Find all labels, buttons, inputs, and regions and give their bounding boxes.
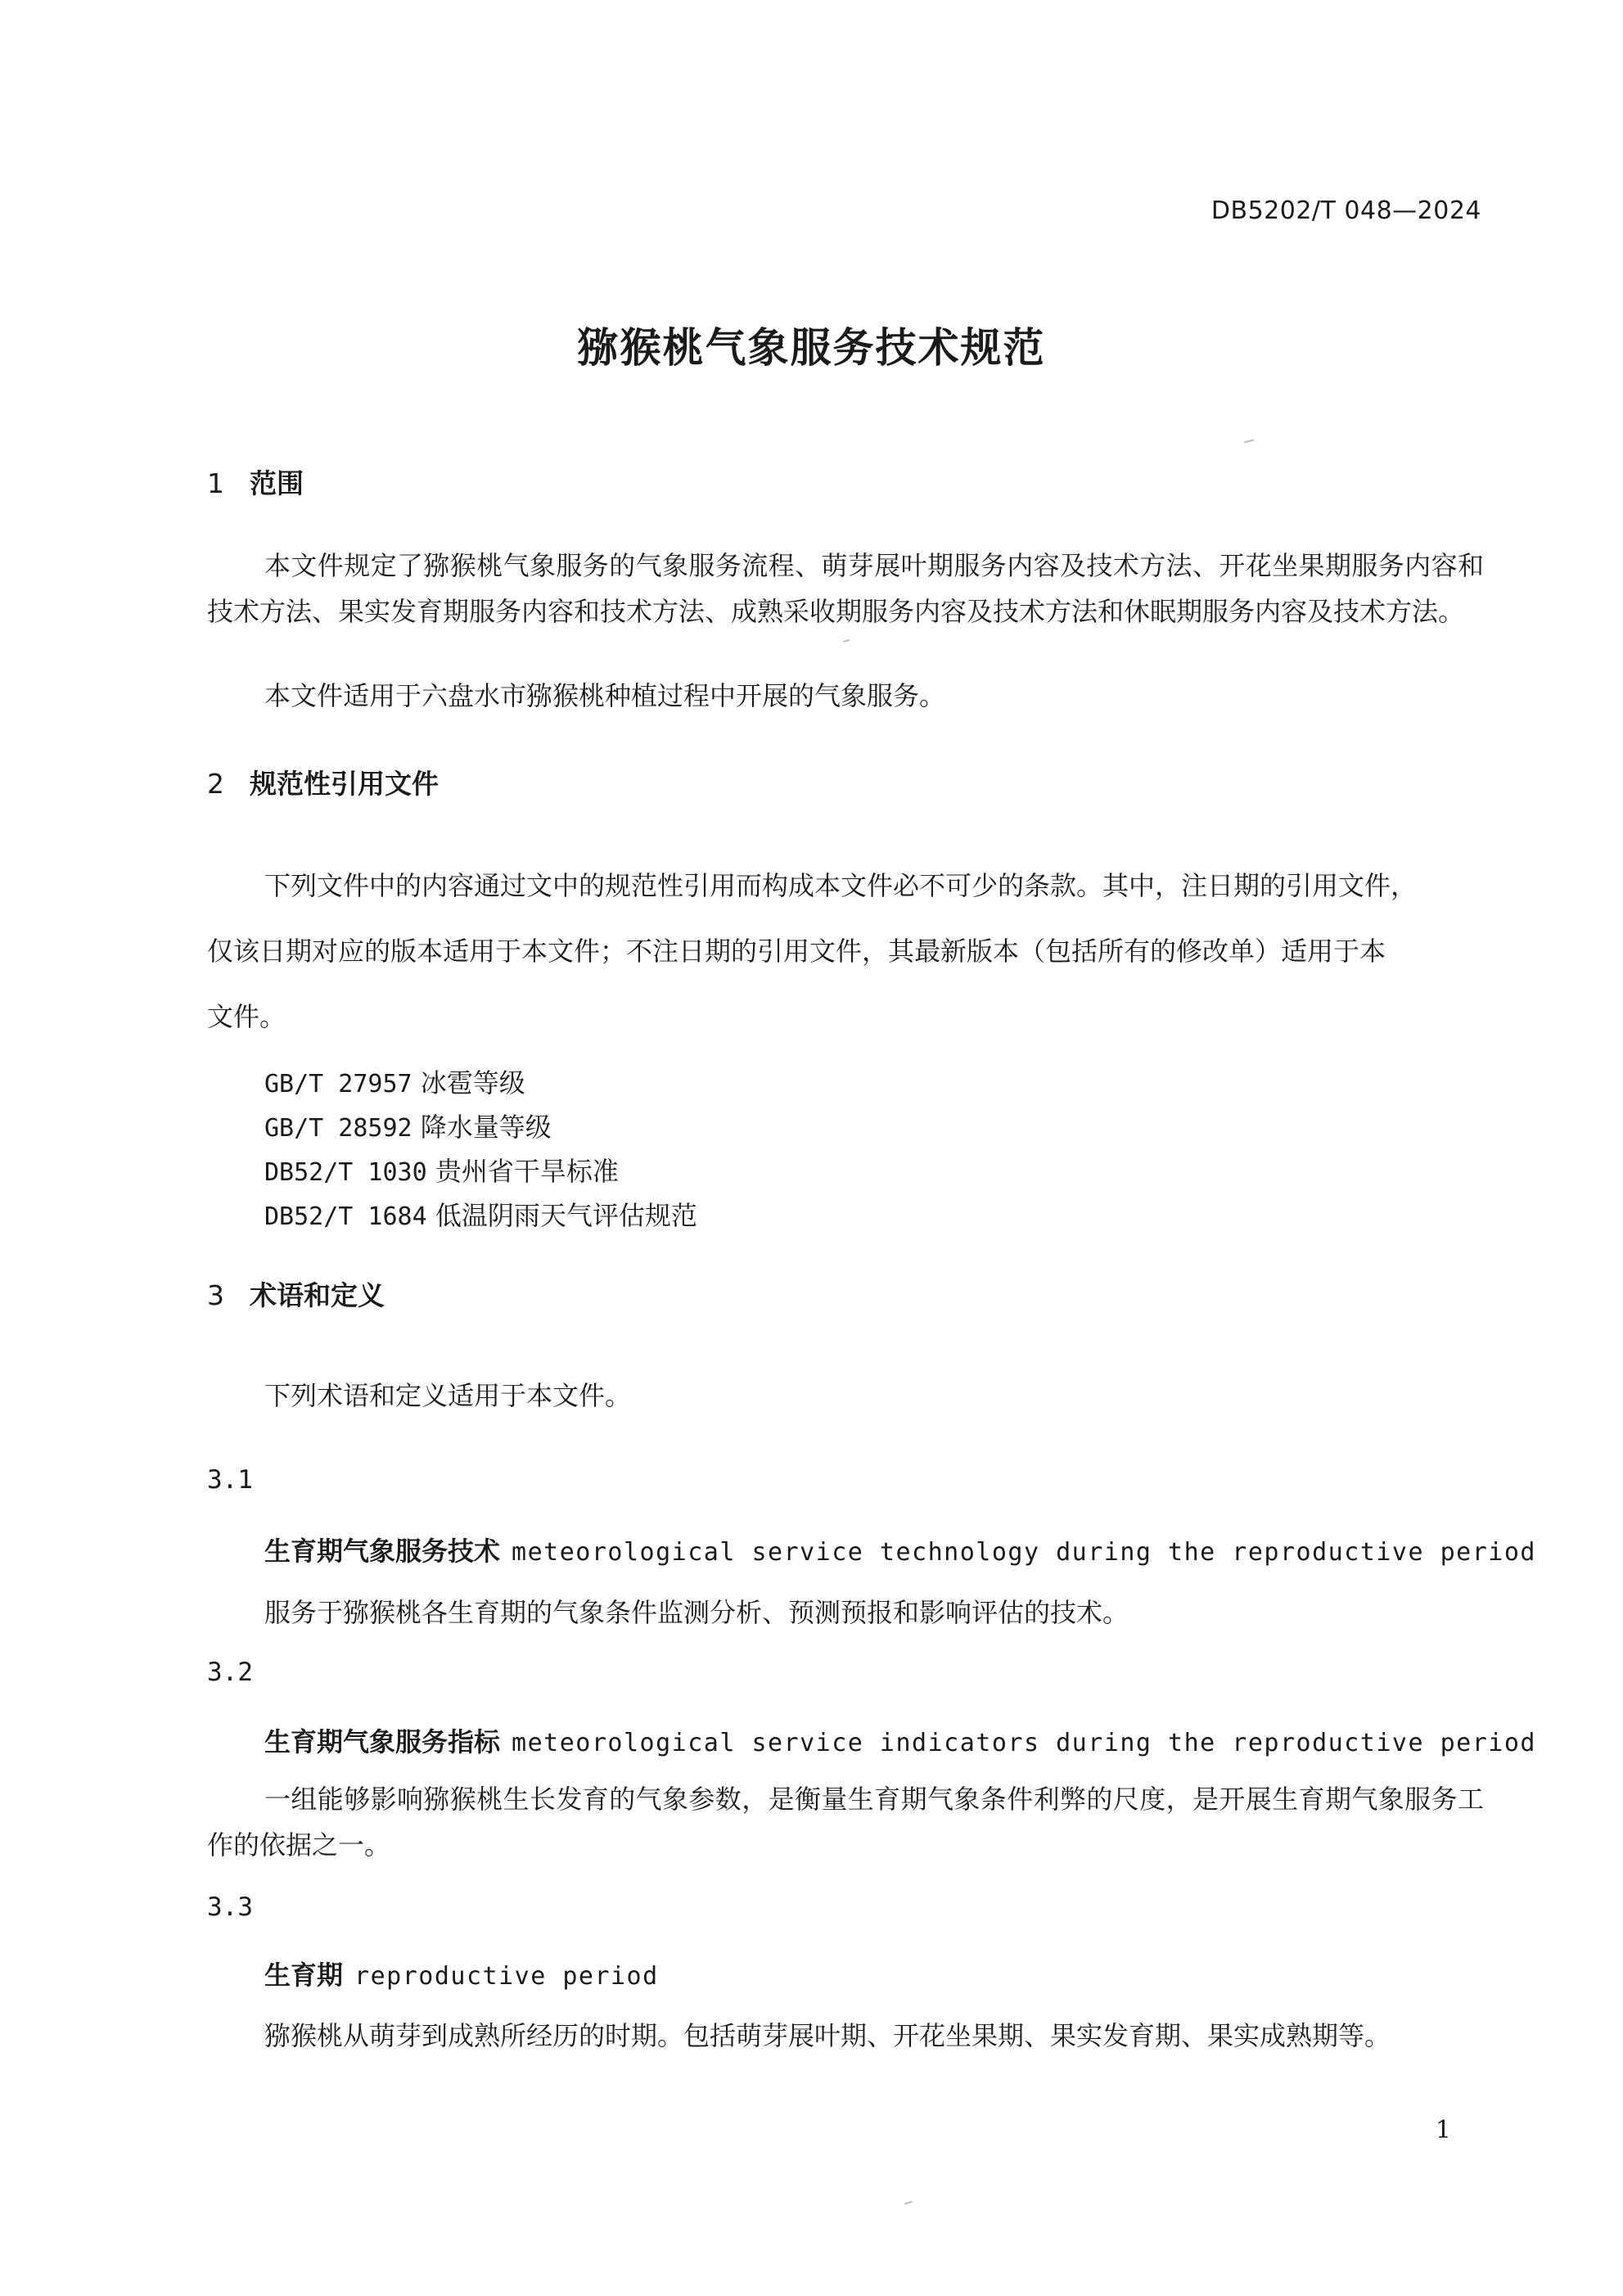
section-2-paragraph-line: 下列文件中的内容通过文中的规范性引用而构成本文件必不可少的条款。其中，注日期的引用文件， [264,870,1418,901]
reference-name: 冰雹等级 [420,1067,525,1098]
section-3-intro: 下列术语和定义适用于本文件。 [264,1380,632,1411]
term-english: reproductive period [354,1962,659,1991]
reference-name: 低温阴雨天气评估规范 [435,1200,697,1231]
section-3-heading [207,1274,385,1313]
section-2-number: 2 [207,768,224,800]
document-title: 猕猴桃气象服务技术规范 [577,324,1046,372]
term-heading [264,1721,1536,1759]
reference-name: 降水量等级 [420,1112,552,1143]
section-2-title: 规范性引用文件 [250,768,439,800]
term-number: 3.1 [207,1465,253,1495]
term-number: 3.3 [207,1892,253,1922]
reference-item [264,1151,619,1189]
term-heading [264,1955,659,1992]
section-2-paragraph-line: 仅该日期对应的版本适用于本文件；不注日期的引用文件，其最新版本（包括所有的修改单）适用于本 [207,936,1386,967]
section-1-number: 1 [207,467,224,499]
reference-code: GB/T 28592 [264,1114,413,1143]
scan-speck [843,639,850,643]
term-english: meteorological service indicators during the reproductive period [512,1729,1536,1757]
reference-item [264,1062,525,1100]
scan-speck [1244,439,1254,443]
section-1-paragraph-2: 本文件适用于六盘水市猕猴桃种植过程中开展的气象服务。 [264,680,946,711]
section-2-paragraph-line: 文件。 [207,1001,286,1032]
reference-code: DB52/T 1684 [264,1202,427,1231]
section-2-paragraph [207,853,1484,1049]
reference-item [264,1195,697,1233]
section-1-paragraph-1: 本文件规定了猕猴桃气象服务的气象服务流程、萌芽展叶期服务内容及技术方法、开花坐果期服务内容和技术方法、果实发育期服务内容和技术方法、成熟采收期服务内容及技术方法和休眠期服务内容及技术方法。 [207,550,1484,627]
section-2-heading [207,763,439,801]
section-1-heading [207,462,304,501]
term-heading [264,1531,1536,1568]
document-code: DB5202/T 048—2024 [1210,196,1481,225]
reference-name: 贵州省干旱标准 [435,1156,619,1187]
page-number: 1 [1435,2116,1451,2145]
term-chinese: 生育期气象服务技术 [264,1536,501,1567]
reference-code: GB/T 27957 [264,1070,413,1098]
term-english: meteorological service technology during the reproductive period [512,1538,1536,1567]
term-definition: 一组能够影响猕猴桃生长发育的气象参数，是衡量生育期气象条件利弊的尺度，是开展生育期气象服务工作的依据之一。 [207,1784,1484,1861]
scan-speck [904,2201,913,2205]
section-3-number: 3 [207,1279,224,1311]
term-definition: 服务于猕猴桃各生育期的气象条件监测分析、预测预报和影响评估的技术。 [264,1597,1129,1628]
term-chinese: 生育期 [264,1960,344,1991]
term-chinese: 生育期气象服务指标 [264,1726,501,1757]
reference-code: DB52/T 1030 [264,1158,427,1187]
reference-item [264,1107,552,1144]
section-1-title: 范围 [250,467,304,499]
section-3-title: 术语和定义 [250,1279,385,1311]
term-definition: 猕猴桃从萌芽到成熟所经历的时期。包括萌芽展叶期、开花坐果期、果实发育期、果实成熟期等。 [264,2020,1391,2051]
term-number: 3.2 [207,1658,253,1687]
